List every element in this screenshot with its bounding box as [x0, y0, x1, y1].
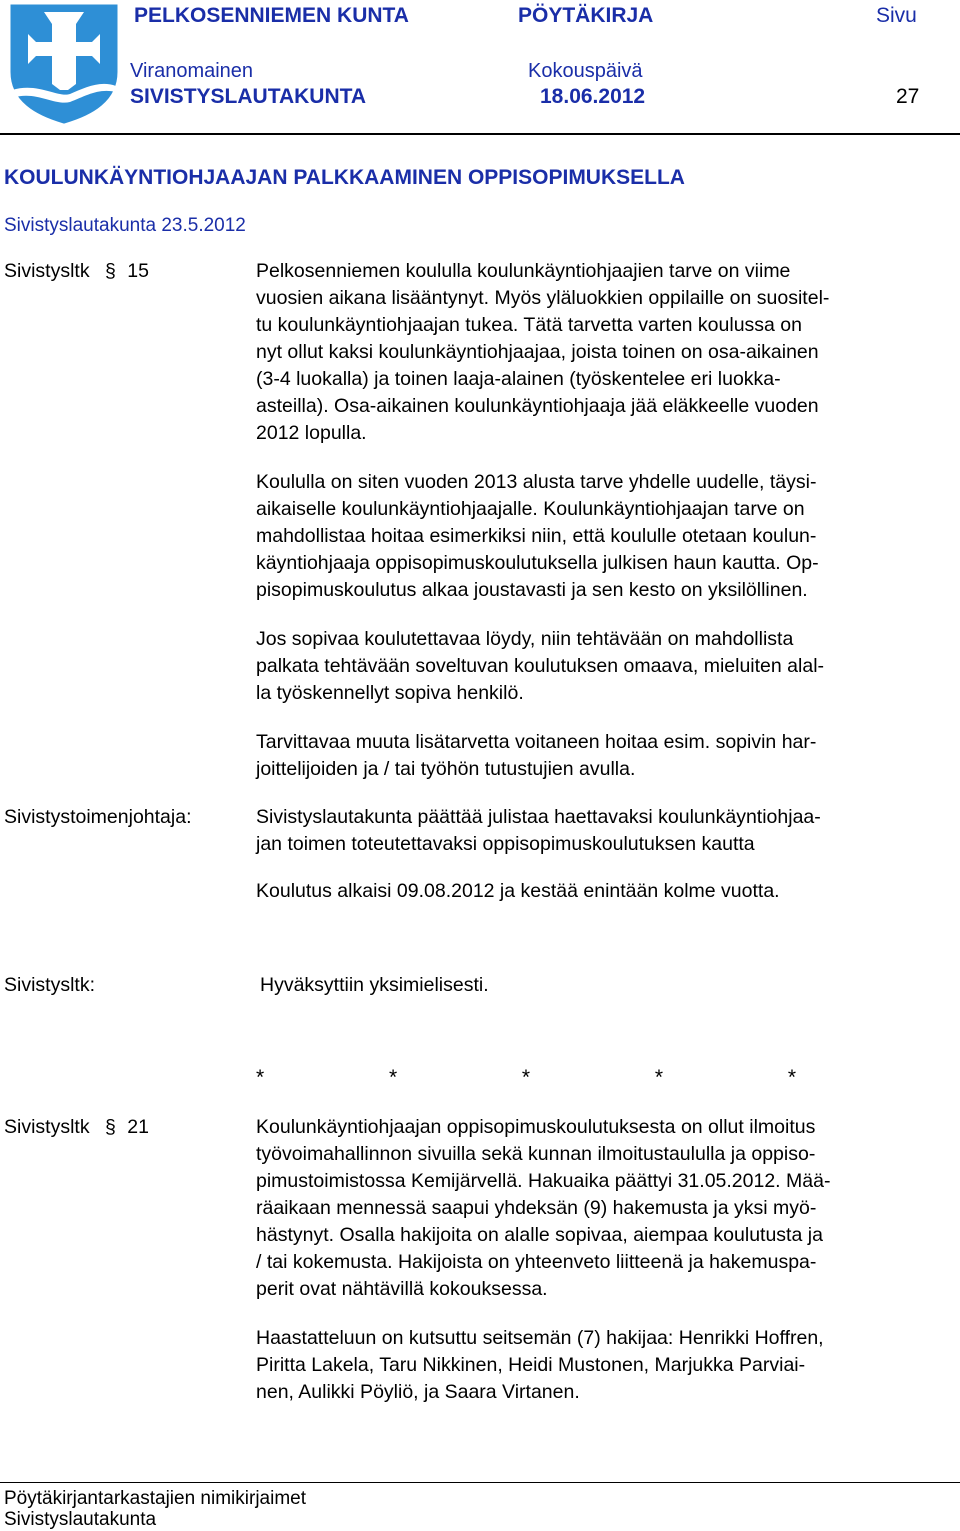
section-15-paragraph-4: Tarvittavaa muuta lisätarvetta voitaneen hoitaa esim. sopivin har- joittelijoiden ja / tai työhön tutustujien avulla.	[256, 731, 817, 780]
header-authority: SIVISTYSLAUTAKUNTA	[130, 85, 367, 108]
section-15-paragraph-1: Pelkosenniemen koululla koulunkäyntiohjaajien tarve on viime vuosien aikana lisääntynyt. Myös yläluokkien oppilaille on suositel- tu koulunkäyntiohjaajan tukea. Tätä tarvetta varten koulussa on nyt ollut kaksi koulunkäyntiohjaajaa, joista toinen on osa-aikainen (3-4 luokalla) ja toinen laaja-alainen (työskentelee eri luokka- asteilla). Osa-aikainen koulunkäyntiohjaaja jää eläkkeelle vuoden 2012 lopulla.	[256, 260, 830, 444]
footer-initials-label: Pöytäkirjantarkastajien nimikirjaimet	[4, 1488, 306, 1509]
header-page-number: 27	[896, 85, 920, 108]
section-21-paragraph-1: Koulunkäyntiohjaajan oppisopimuskoulutuksesta on ollut ilmoitus työvoimahallinnon sivuilla sekä kunnan ilmoitustaululla ja oppiso- pimustoimistossa Kemijärvellä. Hakuaika päättyi 31.05.2012. Mää- räaikaan mennessä saapui yhdeksän (9) hakemusta ja yksi myö- hästynyt. Osalla hakijoita on alalle sopivaa, aiempaa koulutusta ja / tai kokemusta. Hakijoista on yhteenveto liitteenä ja hakemuspa- perit ovat nähtävillä kokouksessa.	[256, 1116, 831, 1300]
section-label-text: Sivistysltk	[4, 260, 90, 282]
separator-star: *	[256, 1066, 265, 1089]
proposal-note: Koulutus alkaisi 09.08.2012 ja kestää enintään kolme vuotta.	[256, 880, 780, 902]
header-authority-label: Viranomainen	[130, 60, 254, 82]
document-title: KOULUNKÄYNTIOHJAAJAN PALKKAAMINEN OPPISOPIMUKSELLA	[4, 166, 685, 189]
header-doc-type: PÖYTÄKIRJA	[518, 4, 654, 27]
separator-star: *	[654, 1066, 664, 1089]
footer-divider	[0, 1482, 960, 1483]
footer-board-label: Sivistyslautakunta	[4, 1509, 157, 1530]
municipality-crest-logo	[8, 2, 120, 124]
section-15-label	[4, 258, 149, 285]
document-subtitle: Sivistyslautakunta 23.5.2012	[4, 215, 246, 236]
proposal-label: Sivistystoimenjohtaja:	[4, 806, 192, 828]
section-number: 15	[127, 260, 149, 282]
section-21-label	[4, 1114, 149, 1141]
section-sign-icon: §	[105, 260, 116, 282]
separator-star: *	[388, 1066, 398, 1089]
section-label-text: Sivistysltk	[4, 1116, 90, 1138]
decision-text: Hyväksyttiin yksimielisesti.	[260, 974, 489, 996]
separator-star: *	[521, 1066, 531, 1089]
proposal-text: Sivistyslautakunta päättää julistaa haettavaksi koulunkäyntiohjaa- jan toimen toteutettavaksi oppisopimuskoulutuksen kautta	[256, 806, 821, 855]
section-number: 21	[127, 1116, 149, 1138]
section-21-paragraph-2: Haastatteluun on kutsuttu seitsemän (7) hakijaa: Henrikki Hoffren, Piritta Lakela, Taru Nikkinen, Heidi Mustonen, Marjukka Parviai- nen, Aulikki Pöyliö, ja Saara Virtanen.	[256, 1327, 824, 1403]
header-page-label: Sivu	[876, 4, 917, 27]
header-date: 18.06.2012	[540, 85, 646, 108]
section-sign-icon: §	[105, 1116, 116, 1138]
header-date-label: Kokouspäivä	[528, 60, 643, 82]
separator-star: *	[787, 1066, 796, 1089]
decision-label: Sivistysltk:	[4, 974, 96, 996]
section-15-paragraph-2: Koululla on siten vuoden 2013 alusta tarve yhdelle uudelle, täysi- aikaiselle koulunkäyntiohjaajalle. Koulunkäyntiohjaajan tarve on mahdollistaa hoitaa esimerkiksi niin, että koululle otetaan koulun- käyntiohjaaja oppisopimuskoulutuksella julkisen haun kautta. Op- pisopimuskoulutus alkaa joustavasti ja sen kesto on yksilöllinen.	[256, 471, 819, 601]
header-divider	[0, 133, 960, 135]
header-org: PELKOSENNIEMEN KUNTA	[134, 4, 409, 27]
section-separator	[256, 1066, 796, 1090]
section-15-paragraph-3: Jos sopivaa koulutettavaa löydy, niin tehtävään on mahdollista palkata tehtävään soveltuvan koulutuksen omaava, mieluiten alal- la työskennellyt sopiva henkilö.	[256, 628, 825, 704]
